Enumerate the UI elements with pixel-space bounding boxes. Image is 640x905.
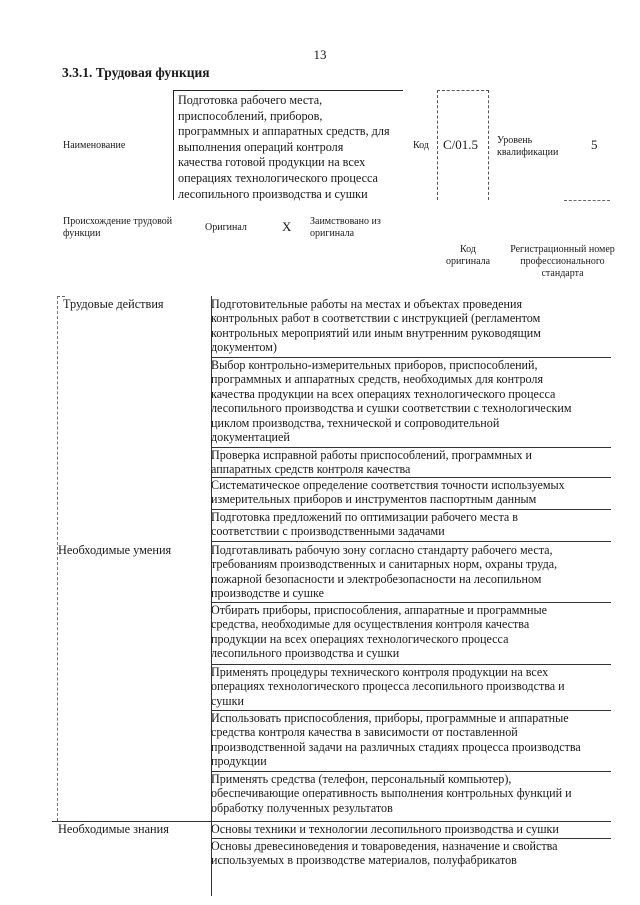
list-item [211,543,611,601]
code-original-label [440,244,496,268]
item-line: обеспечивающие оперативность выполнения контрольных функций и [211,786,572,801]
original-checkmark: X [282,219,292,234]
function-name-box [173,90,403,200]
item-line: Подготовка предложений по оптимизации рабочего места в [211,510,518,524]
function-name-line: Подготовка рабочего места, [178,93,323,107]
list-item [211,358,611,444]
list-item [211,839,611,868]
section-title: 3.3.1. Трудовая функция [62,65,210,80]
code-original-line: оригинала [445,256,491,267]
item-line: соответствии с производственными задачами [211,524,445,539]
level-label [497,135,558,159]
list-item [211,510,611,539]
item-line: Применять средства (телефон, персональный компьютер), [211,772,512,786]
item-line: пожарной безопасности и электробезопасности на лесопильном [211,571,542,586]
item-line: производстве и сушке [211,586,324,601]
item-line: Систематическое определение соответствия точности используемых [211,478,565,492]
item-line: Основы техники и технологии лесопильного производства и сушки [211,822,559,836]
function-name-line: качества готовой продукции на всех [178,155,366,170]
list-item [211,478,611,507]
list-item [211,711,611,769]
section-label-labor-actions: Трудовые действия [63,297,164,311]
item-line: продукции на всех операциях технологического процесса [211,631,509,646]
item-line: продукции [211,754,267,769]
reg-number-line: стандарта [541,268,584,279]
list-item [211,297,611,355]
item-line: программных и аппаратных средств, необходимых для контроля [211,372,544,387]
reg-number-line: Регистрационный номер [510,244,615,255]
item-line: лесопильного производства и сушки [211,646,400,661]
item-line: аппаратных средств контроля качества [211,462,411,477]
section-label-knowledge: Необходимые знания [58,822,169,836]
item-line: лесопильного производства и сушки соответствии с технологическим [211,401,572,416]
item-line: документацией [211,430,290,445]
origin-label-line: Происхождение трудовой [63,216,173,227]
list-item [211,448,611,477]
item-line: средства контроля качества в зависимости от поставленной [211,725,518,740]
list-item [211,822,611,836]
item-line: контрольных мероприятий или иным внутренним руководящим [211,325,541,340]
item-line: производственной задачи на различных стадиях процесса производства [211,739,581,754]
borrowed-label-line: Заимствовано из [310,216,381,227]
item-line: Подготавливать рабочую зону согласно стандарту рабочего места, [211,543,553,557]
code-label: Код [413,140,429,151]
reg-number-label [500,244,625,280]
section-label-skills: Необходимые умения [58,543,172,557]
row-divider [211,541,611,542]
item-line: операциях технологического процесса лесопильного производства и [211,679,565,694]
function-name-line: выполнения операций контроля [178,139,344,154]
item-line: качества продукции на всех операциях технологического процесса [211,386,556,401]
function-name-line: программных и аппаратных средств, для [178,124,390,139]
level-label-line: Уровень [497,135,533,146]
origin-label-line: функции [63,228,101,239]
original-label: Оригинал [205,222,247,233]
item-line: Отбирать приборы, приспособления, аппаратные и программные [211,603,547,617]
level-label-line: квалификации [497,147,559,158]
item-line: Основы древесиноведения и товароведения, назначение и свойства [211,839,558,853]
list-item [211,665,611,708]
item-line: Использовать приспособления, приборы, программные и аппаратные [211,711,569,725]
item-line: обработку полученных результатов [211,800,393,815]
table-left-border [57,296,58,821]
item-line: используемых в производстве материалов, полуфабрикатов [211,853,517,868]
item-line: Подготовительные работы на местах и объектах проведения [211,297,523,311]
item-line: средства, необходимые для осуществления контроля качества [211,617,530,632]
borrowed-label-line: оригинала [310,228,355,239]
origin-label [63,216,172,240]
item-line: измерительных приборов и инструментов паспортным данным [211,492,537,507]
divider [564,200,610,201]
name-label: Наименование [63,140,126,151]
borrowed-label [310,216,381,240]
level-value: 5 [591,137,598,152]
item-line: контрольных работ в соответствии с инструкцией (регламентом [211,311,541,326]
function-name-line: приспособлений, приборов, [178,108,323,123]
function-name-line: операциях технологического процесса [178,170,378,185]
list-item [211,772,611,815]
item-line: Выбор контрольно-измерительных приборов, приспособлений, [211,358,538,372]
item-line: Проверка исправной работы приспособлений, программных и [211,448,533,462]
list-item [211,603,611,661]
page-number: 13 [313,47,327,62]
function-name-line: лесопильного производства и сушки [178,186,368,201]
item-line: документом) [211,340,277,355]
code-original-line: Код [460,244,476,255]
reg-number-line: профессионального [520,256,605,267]
item-line: Применять процедуры технического контроля продукции на всех [211,665,549,679]
item-line: циклом производства, технической и сопроводительной [211,415,500,430]
item-line: сушки [211,693,244,708]
item-line: требованиям производственных и санитарных норм, охраны труда, [211,557,558,572]
code-value: C/01.5 [443,137,479,152]
